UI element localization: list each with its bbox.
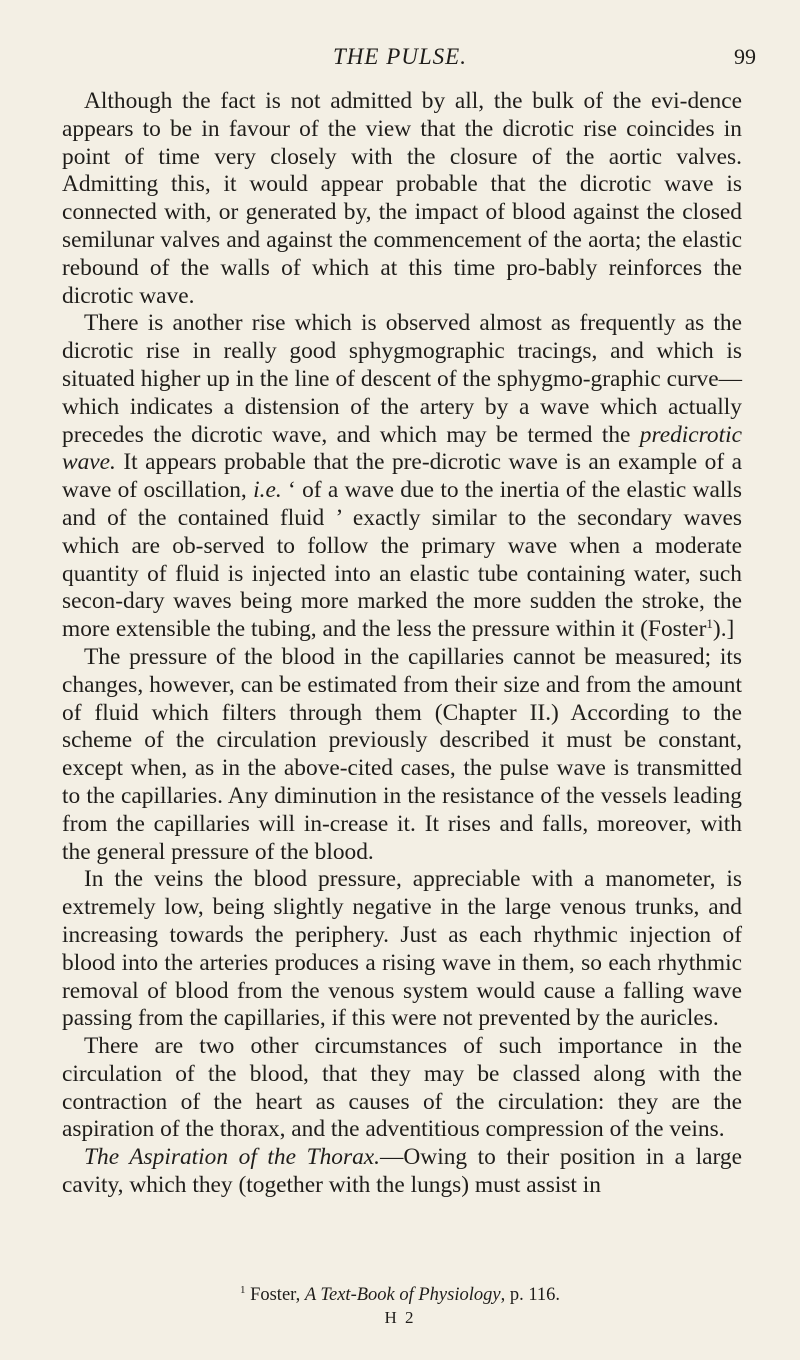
italic-text: i.e.: [253, 477, 282, 504]
footnote: [0, 1284, 800, 1306]
paragraph: [62, 866, 742, 1033]
running-title: THE PULSE.: [333, 44, 467, 69]
text-segment: Although the fact is not admitted by all, the bulk of the evi-dence appears to be in favour of the view that the dicrotic rise coincides in point of time very closely with the closure of the aortic valves. Admitting this, it would appear probable that the dicrotic wave is connected with, or generated by, the impact of blood against the closed semilunar valves and against the commencement of the aorta; the elastic rebound of the walls of which at this time pro-bably reinforces the dicrotic wave.: [62, 88, 742, 309]
paragraph: [62, 1144, 742, 1200]
footnote-reference: 1: [706, 616, 713, 632]
italic-text: The Aspiration of the Thorax.: [84, 1144, 381, 1171]
italic-text: predicrotic wave.: [62, 421, 742, 476]
text-segment: The pressure of the blood in the capillaries cannot be measured; its changes, however, can be estimated from their size and from the amount of fluid which filters through them (Chapter II.) According to the scheme of the circulation previously described it must be constant, except when, as in the above-cited cases, the pulse wave is transmitted to the capillaries. Any diminution in the resistance of the vessels leading from the capillaries will in-crease it. It rises and falls, moreover, with the general pressure of the blood.: [62, 643, 742, 865]
text-segment: It appears probable that the pre-dicrotic wave is an example of a wave of oscillation,: [62, 449, 742, 504]
text-segment: ‘ of a wave due to the inertia of the elastic walls and of the contained fluid ’ exactly similar to the secondary waves which are ob-served to follow the primary wave when a moderate quantity of fluid is injected into an elastic tube containing water, such secon-dary waves being more marked the more sudden the stroke, the more extensible the tubing, and the less the pressure within it (Foster: [62, 477, 742, 643]
text-segment: There is another rise which is observed almost as frequently as the dicrotic rise in really good sphygmographic tracings, and which is situated higher up in the line of descent of the sphygmo-graphic curve—which indicates a distension of the artery by a wave which actually precedes the dicrotic wave, and which may be termed the: [62, 310, 742, 448]
paragraph: [62, 310, 742, 644]
paragraph: [62, 644, 742, 866]
signature-mark: H 2: [384, 1308, 416, 1327]
body-text: [62, 88, 742, 1200]
page-header: [44, 44, 756, 74]
text-segment: ).]: [712, 616, 735, 643]
footnote-marker: 1: [239, 1284, 246, 1296]
page-number: 99: [734, 44, 756, 69]
paragraph: [62, 1033, 742, 1144]
text-segment: —Owing to their position in a large cavity, which they (together with the lungs) must assist in: [62, 1144, 742, 1199]
footnote-page: , p. 116.: [500, 1285, 561, 1305]
paragraph: [62, 88, 742, 310]
footnote-author: Foster,: [250, 1285, 305, 1305]
text-segment: In the veins the blood pressure, appreciable with a manometer, is extremely low, being slightly negative in the large venous trunks, and increasing towards the periphery. Just as each rhythmic injection of blood into the arteries produces a rising wave in them, so each rhythmic removal of blood from the venous system would cause a falling wave passing from the capillaries, if this were not prevented by the auricles.: [62, 866, 742, 1032]
footnote-title: A Text-Book of Physiology: [304, 1285, 501, 1305]
text-segment: There are two other circumstances of such importance in the circulation of the blood, that they may be classed along with the contraction of the heart as causes of the circulation: they are the aspiration of the thorax, and the adventitious compression of the veins.: [62, 1033, 742, 1143]
